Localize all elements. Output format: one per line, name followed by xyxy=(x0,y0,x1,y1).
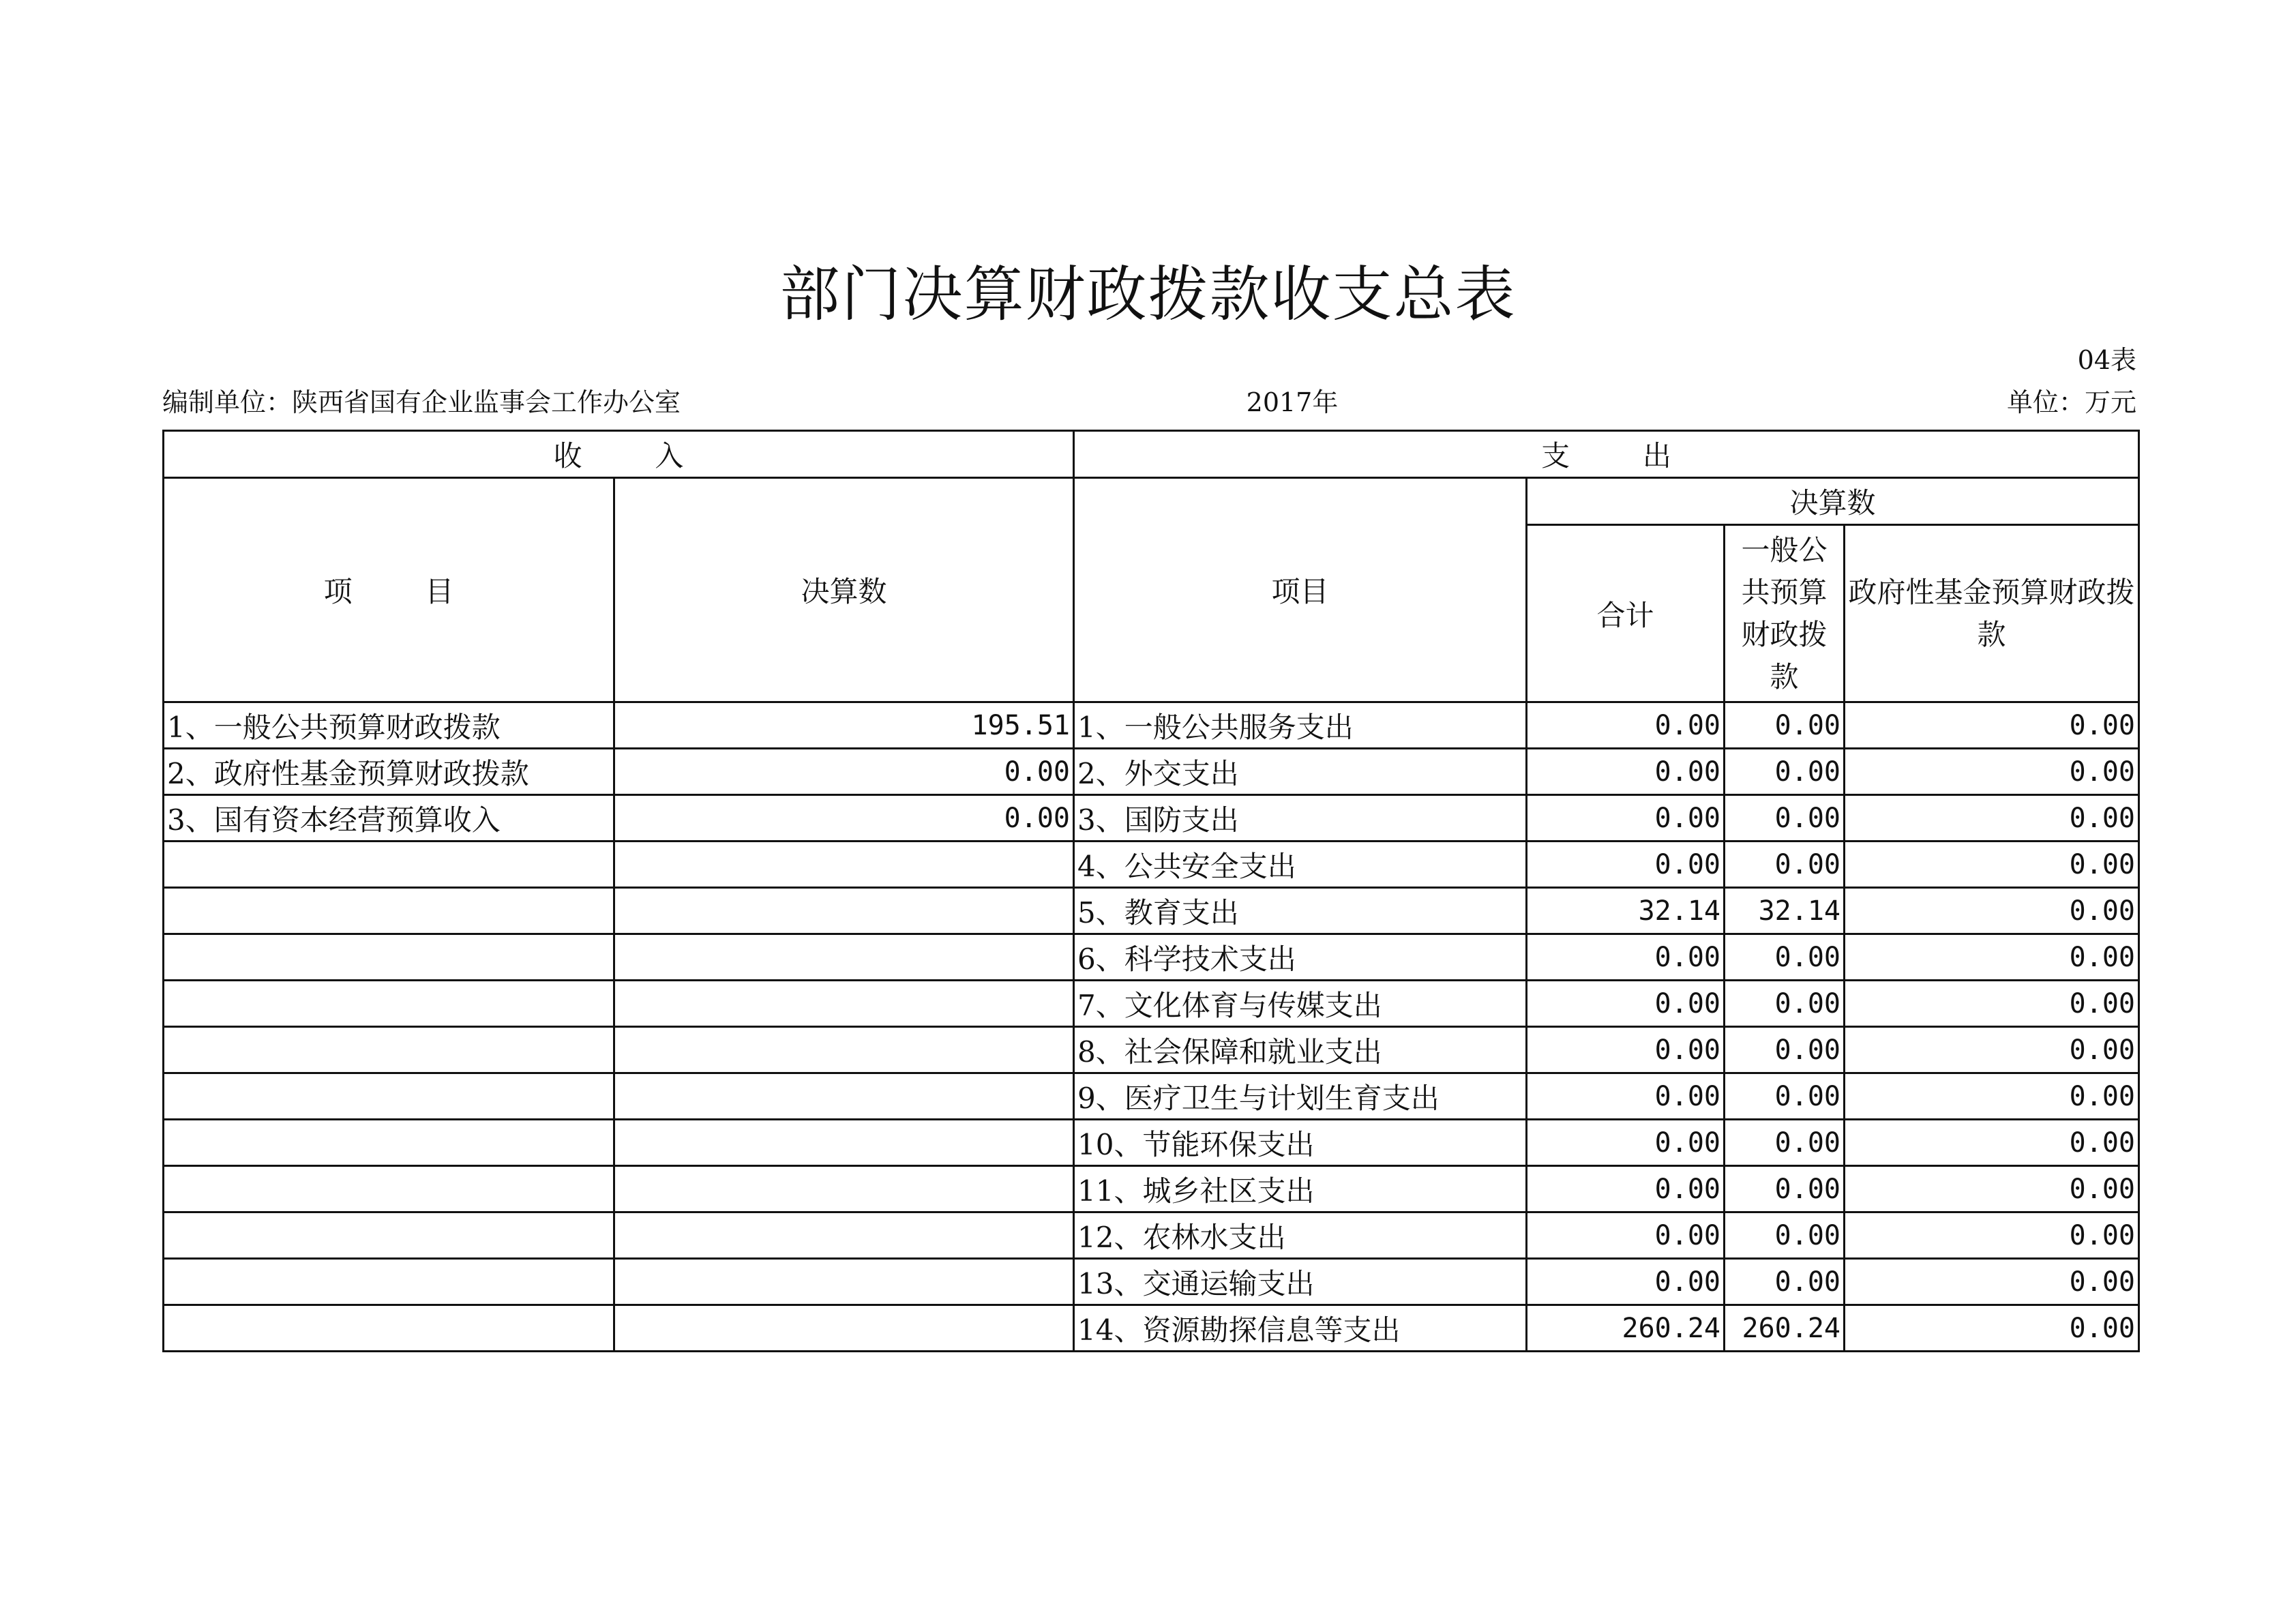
general-budget-cell: 0.00 xyxy=(1725,795,1845,842)
general-budget-cell: 0.00 xyxy=(1725,934,1845,981)
total-cell: 0.00 xyxy=(1527,981,1725,1027)
expense-item-cell: 7、文化体育与传媒支出 xyxy=(1074,981,1527,1027)
total-cell: 0.00 xyxy=(1527,1212,1725,1259)
general-budget-cell: 0.00 xyxy=(1725,702,1845,749)
table-row xyxy=(164,1305,2139,1352)
general-budget-cell: 0.00 xyxy=(1725,749,1845,795)
report-year: 2017年 xyxy=(1246,387,1339,417)
total-cell: 0.00 xyxy=(1527,1120,1725,1166)
income-amount-cell xyxy=(614,888,1074,934)
fund-budget-cell: 0.00 xyxy=(1845,749,2139,795)
expense-item-cell: 1、一般公共服务支出 xyxy=(1074,702,1527,749)
general-budget-cell: 0.00 xyxy=(1725,1166,1845,1212)
table-row xyxy=(164,1212,2139,1259)
income-item-cell xyxy=(164,1212,614,1259)
income-item-cell xyxy=(164,1259,614,1305)
general-budget-cell: 0.00 xyxy=(1725,1073,1845,1120)
expense-item-cell: 4、公共安全支出 xyxy=(1074,842,1527,888)
fund-budget-cell: 0.00 xyxy=(1845,1305,2139,1352)
total-cell: 0.00 xyxy=(1527,1027,1725,1073)
fund-budget-cell: 0.00 xyxy=(1845,1120,2139,1166)
budget-summary-table xyxy=(162,430,2140,1352)
income-item-cell xyxy=(164,1027,614,1073)
fund-budget-cell: 0.00 xyxy=(1845,795,2139,842)
income-amount-cell: 195.51 xyxy=(614,702,1074,749)
income-item-cell: 2、政府性基金预算财政拨款 xyxy=(164,749,614,795)
expense-item-cell: 12、农林水支出 xyxy=(1074,1212,1527,1259)
income-amount-cell xyxy=(614,934,1074,981)
fund-budget-cell: 0.00 xyxy=(1845,1073,2139,1120)
income-item-cell xyxy=(164,1073,614,1120)
fund-budget-cell: 0.00 xyxy=(1845,981,2139,1027)
table-row xyxy=(164,1073,2139,1120)
total-cell: 0.00 xyxy=(1527,795,1725,842)
expense-item-cell: 9、医疗卫生与计划生育支出 xyxy=(1074,1073,1527,1120)
table-row xyxy=(164,1166,2139,1212)
table-row xyxy=(164,1120,2139,1166)
expense-item-cell: 10、节能环保支出 xyxy=(1074,1120,1527,1166)
page-title: 部门决算财政拨款收支总表 xyxy=(779,259,1517,329)
table-row xyxy=(164,888,2139,934)
table-row xyxy=(164,1027,2139,1073)
income-amount-cell xyxy=(614,1120,1074,1166)
expense-amount-header: 决算数 xyxy=(1527,478,2139,525)
table-row xyxy=(164,702,2139,749)
expense-item-cell: 8、社会保障和就业支出 xyxy=(1074,1027,1527,1073)
fund-budget-cell: 0.00 xyxy=(1845,842,2139,888)
currency-unit: 单位：万元 xyxy=(2006,387,2136,417)
fund-budget-cell: 0.00 xyxy=(1845,1027,2139,1073)
expense-item-cell: 13、交通运输支出 xyxy=(1074,1259,1527,1305)
income-amount-cell: 0.00 xyxy=(614,749,1074,795)
total-cell: 0.00 xyxy=(1527,1073,1725,1120)
income-amount-cell xyxy=(614,1166,1074,1212)
income-item-cell: 1、一般公共预算财政拨款 xyxy=(164,702,614,749)
fund-budget-header: 政府性基金预算财政拨款 xyxy=(1845,525,2139,702)
table-row xyxy=(164,1259,2139,1305)
expense-item-cell: 11、城乡社区支出 xyxy=(1074,1166,1527,1212)
expense-item-cell: 5、教育支出 xyxy=(1074,888,1527,934)
income-item-cell xyxy=(164,934,614,981)
expense-item-cell: 2、外交支出 xyxy=(1074,749,1527,795)
total-cell: 0.00 xyxy=(1527,1259,1725,1305)
general-budget-cell: 0.00 xyxy=(1725,842,1845,888)
income-item-cell xyxy=(164,888,614,934)
fund-budget-cell: 0.00 xyxy=(1845,934,2139,981)
table-row xyxy=(164,842,2139,888)
fund-budget-cell: 0.00 xyxy=(1845,888,2139,934)
income-amount-cell xyxy=(614,981,1074,1027)
general-budget-cell: 0.00 xyxy=(1725,1120,1845,1166)
general-budget-cell: 0.00 xyxy=(1725,1027,1845,1073)
total-cell: 0.00 xyxy=(1527,702,1725,749)
income-item-cell xyxy=(164,1305,614,1352)
total-header: 合计 xyxy=(1527,525,1725,702)
expense-item-cell: 3、国防支出 xyxy=(1074,795,1527,842)
fund-budget-cell: 0.00 xyxy=(1845,1166,2139,1212)
total-cell: 0.00 xyxy=(1527,1166,1725,1212)
table-row xyxy=(164,981,2139,1027)
total-cell: 0.00 xyxy=(1527,749,1725,795)
table-number: 04表 xyxy=(2077,345,2136,375)
compiling-unit: 编制单位：陕西省国有企业监事会工作办公室 xyxy=(162,387,681,417)
income-item-cell xyxy=(164,981,614,1027)
fund-budget-cell: 0.00 xyxy=(1845,1259,2139,1305)
expense-item-cell: 6、科学技术支出 xyxy=(1074,934,1527,981)
column-header-row xyxy=(164,478,2139,525)
income-amount-header: 决算数 xyxy=(614,478,1074,702)
general-budget-cell: 0.00 xyxy=(1725,981,1845,1027)
total-cell: 32.14 xyxy=(1527,888,1725,934)
general-budget-header: 一般公共预算财政拨款 xyxy=(1725,525,1845,702)
fund-budget-cell: 0.00 xyxy=(1845,1212,2139,1259)
section-header-row xyxy=(164,431,2139,478)
income-item-cell xyxy=(164,842,614,888)
table-row xyxy=(164,934,2139,981)
expense-item-header: 项目 xyxy=(1074,478,1527,702)
expense-section-header: 支 出 xyxy=(1074,431,2139,478)
total-cell: 0.00 xyxy=(1527,934,1725,981)
income-amount-cell xyxy=(614,842,1074,888)
total-cell: 0.00 xyxy=(1527,842,1725,888)
income-amount-cell: 0.00 xyxy=(614,795,1074,842)
income-item-header: 项 目 xyxy=(164,478,614,702)
income-amount-cell xyxy=(614,1305,1074,1352)
general-budget-cell: 260.24 xyxy=(1725,1305,1845,1352)
income-amount-cell xyxy=(614,1212,1074,1259)
general-budget-cell: 0.00 xyxy=(1725,1259,1845,1305)
income-amount-cell xyxy=(614,1073,1074,1120)
table-row xyxy=(164,749,2139,795)
income-item-cell xyxy=(164,1166,614,1212)
income-amount-cell xyxy=(614,1027,1074,1073)
income-item-cell xyxy=(164,1120,614,1166)
fund-budget-cell: 0.00 xyxy=(1845,702,2139,749)
total-cell: 260.24 xyxy=(1527,1305,1725,1352)
expense-item-cell: 14、资源勘探信息等支出 xyxy=(1074,1305,1527,1352)
income-section-header: 收 入 xyxy=(164,431,1074,478)
general-budget-cell: 0.00 xyxy=(1725,1212,1845,1259)
income-amount-cell xyxy=(614,1259,1074,1305)
table-row xyxy=(164,795,2139,842)
general-budget-cell: 32.14 xyxy=(1725,888,1845,934)
income-item-cell: 3、国有资本经营预算收入 xyxy=(164,795,614,842)
